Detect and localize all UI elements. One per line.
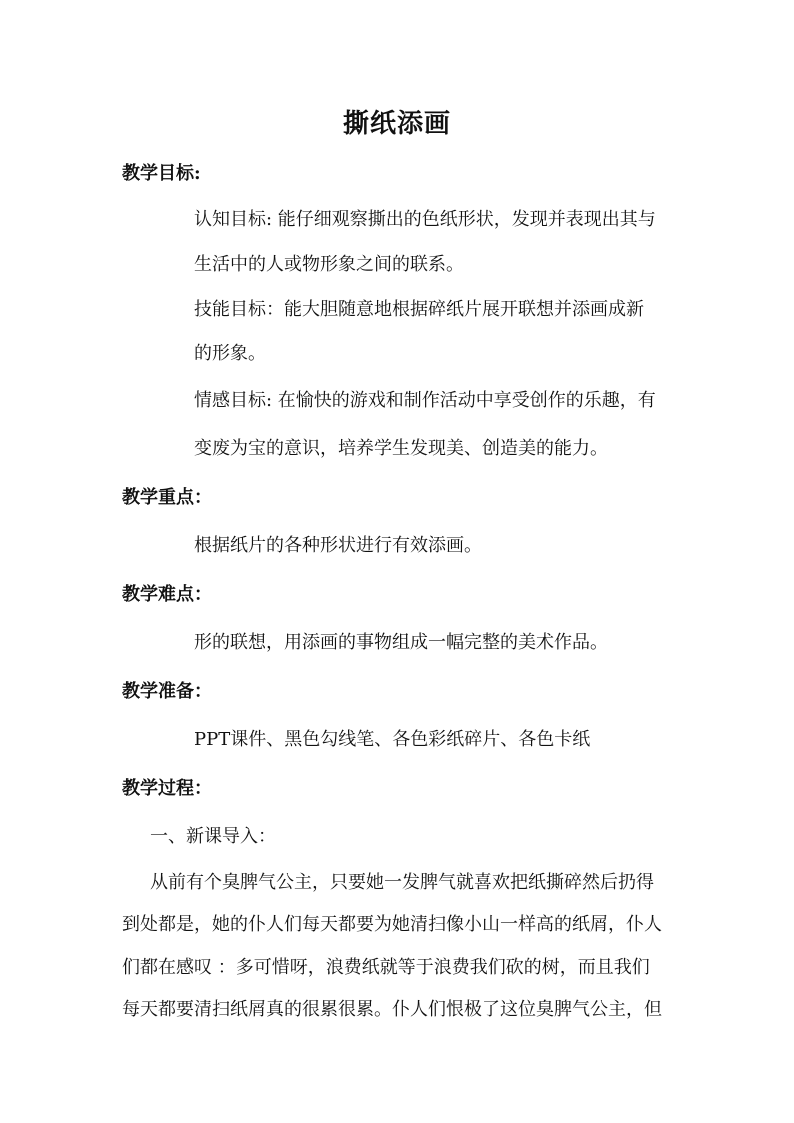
- preparation-text: PPT课件、黑色勾线笔、各色彩纸碎片、各色卡纸: [194, 729, 591, 750]
- process-subheading: 一、新课导入：: [150, 826, 276, 847]
- goal-skill-line-1: 技能目标：能大胆随意地根据碎纸片展开联想并添画成新: [194, 299, 644, 320]
- section-heading-key-point: 教学重点：: [122, 487, 212, 508]
- goal-cognitive-line-2: 生活中的人或物形象之间的联系。: [194, 254, 464, 275]
- goal-skill-line-2: 的形象。: [194, 343, 266, 364]
- goal-cognitive-line-1: 认知目标: 能仔细观察撕出的色纸形状，发现并表现出其与: [194, 209, 656, 230]
- section-heading-goals: 教学目标:: [122, 163, 201, 184]
- paragraph-line: 们都在感叹 ：多可惜呀，浪费纸就等于浪费我们砍的树，而且我们: [122, 957, 650, 978]
- section-heading-process: 教学过程：: [122, 778, 212, 799]
- page-title: 撕纸添画: [342, 109, 451, 139]
- goal-emotion-line-2: 变废为宝的意识，培养学生发现美、创造美的能力。: [194, 438, 608, 459]
- difficulty-text: 形的联想，用添画的事物组成一幅完整的美术作品。: [194, 632, 608, 653]
- section-heading-preparation: 教学准备：: [122, 681, 212, 702]
- section-heading-difficulty: 教学难点：: [122, 584, 212, 605]
- paragraph-line: 到处都是，她的仆人们每天都要为她清扫像小山一样高的纸屑，仆人: [122, 914, 662, 935]
- goal-emotion-line-1: 情感目标: 在愉快的游戏和制作活动中享受创作的乐趣，有: [194, 390, 656, 411]
- paragraph-line: 每天都要清扫纸屑真的很累很累。仆人们恨极了这位臭脾气公主，但: [122, 999, 662, 1020]
- paragraph-line: 从前有个臭脾气公主，只要她一发脾气就喜欢把纸撕碎然后扔得: [150, 872, 654, 893]
- key-point-text: 根据纸片的各种形状进行有效添画。: [194, 535, 482, 556]
